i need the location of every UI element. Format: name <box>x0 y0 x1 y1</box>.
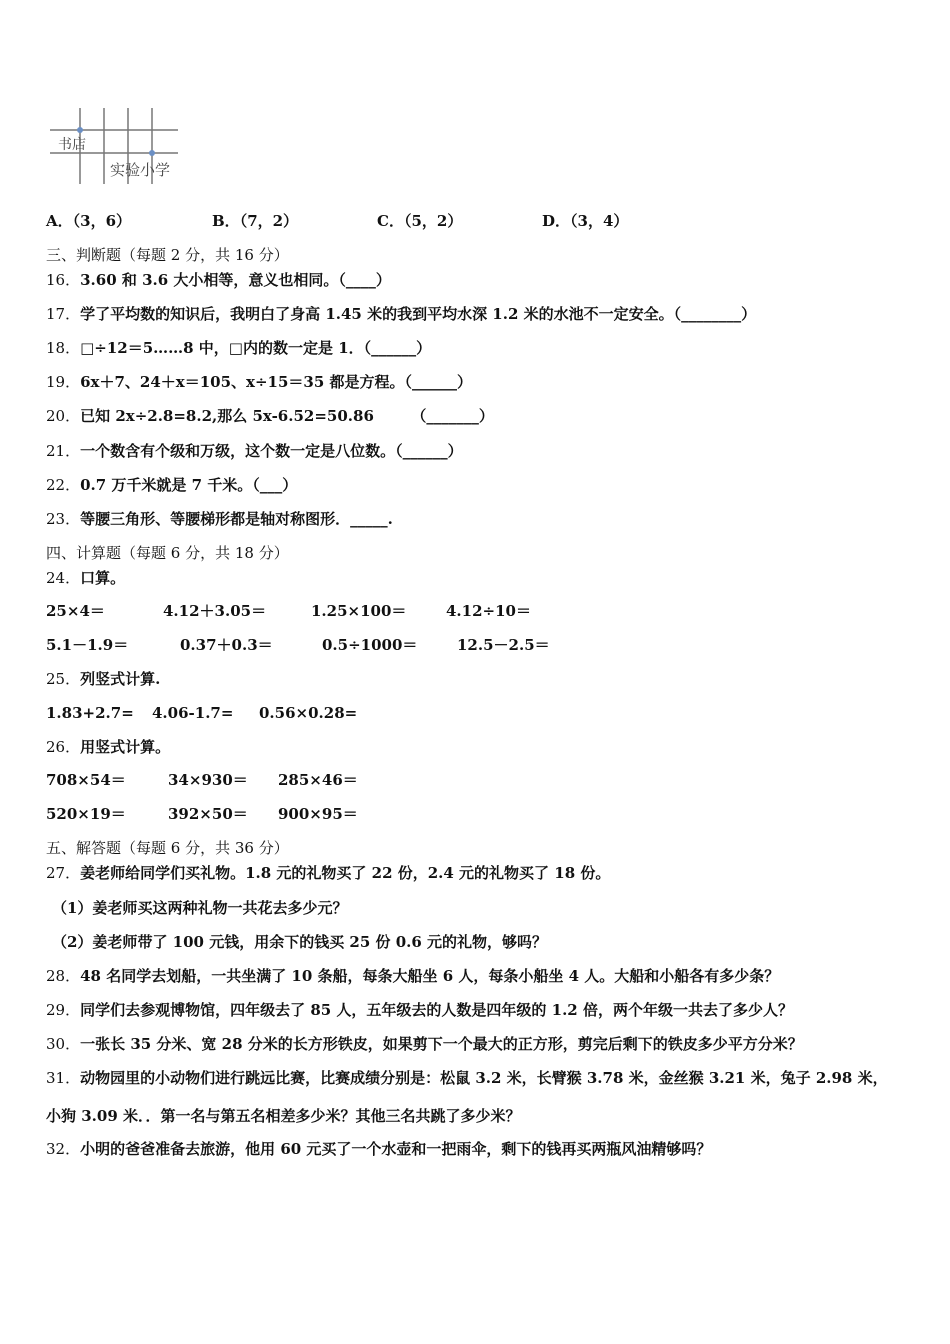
school-point <box>149 150 155 156</box>
question-27: 27．姜老师给同学们买礼物。1.8 元的礼物买了 22 份，2.4 元的礼物买了 18 份。 <box>46 864 611 882</box>
section-5-title: 五、解答题（每题 6 分，共 36 分） <box>46 839 289 857</box>
calc-item: 708×54＝ <box>46 771 126 789</box>
option-a: A．（3，6） <box>46 212 132 230</box>
question-16: 16．3.60 和 3.6 大小相等，意义也相同。（____） <box>46 271 391 289</box>
question-30: 30．一张长 35 分米、宽 28 分米的长方形铁皮，如果剪下一个最大的正方形，剪完后剩下的铁皮多少平方分米？ <box>46 1035 803 1053</box>
calc-item: 285×46＝ <box>278 771 358 789</box>
question-22: 22．0.7 万千米就是 7 千米。（___） <box>46 476 298 494</box>
question-26: 26．用竖式计算。 <box>46 738 171 756</box>
question-19: 19．6x＋7、24＋x＝105、x÷15＝35 都是方程。（______） <box>46 373 473 391</box>
map-grid-figure <box>50 104 200 188</box>
calc-item: 12.5－2.5＝ <box>457 636 550 654</box>
question-17: 17．学了平均数的知识后，我明白了身高 1.45 米的我到平均水深 1.2 米的水池不一定安全。（________） <box>46 305 757 323</box>
calc-item: 900×95＝ <box>278 805 358 823</box>
calc-item: 0.56×0.28= <box>259 704 358 722</box>
question-25: 25．列竖式计算. <box>46 670 161 688</box>
calc-item: 0.5÷1000＝ <box>322 636 418 654</box>
option-c: C．（5，2） <box>377 212 463 230</box>
calc-item: 4.12÷10＝ <box>446 602 531 620</box>
question-27-part-1: （1）姜老师买这两种礼物一共花去多少元？ <box>52 899 348 917</box>
calc-item: 520×19＝ <box>46 805 126 823</box>
option-b: B．（7，2） <box>212 212 299 230</box>
question-31-continued: 小狗 3.09 米．．第一名与第五名相差多少米？其他三名共跳了多少米？ <box>46 1107 521 1125</box>
option-d: D．（3，4） <box>542 212 629 230</box>
calc-item: 4.12＋3.05＝ <box>163 602 267 620</box>
calc-item: 1.83+2.7= <box>46 704 134 722</box>
calc-item: 25×4＝ <box>46 602 105 620</box>
calc-item: 0.37＋0.3＝ <box>180 636 273 654</box>
bookstore-point <box>77 127 83 133</box>
question-23: 23．等腰三角形、等腰梯形都是轴对称图形．_____. <box>46 510 393 528</box>
question-18: 18．□÷12＝5……8 中，□内的数一定是 1．（______） <box>46 339 432 357</box>
question-28: 28．48 名同学去划船，一共坐满了 10 条船，每条大船坐 6 人，每条小船坐 4 人。大船和小船各有多少条？ <box>46 967 780 985</box>
section-3-title: 三、判断题（每题 2 分，共 16 分） <box>46 246 289 264</box>
calc-item: 1.25×100＝ <box>311 602 407 620</box>
question-21: 21．一个数含有个级和万级，这个数一定是八位数。（______） <box>46 442 463 460</box>
bookstore-label: 书店 <box>58 137 86 153</box>
question-20: 20．已知 2x÷2.8=8.2,那么 5x-6.52=50.86 （_______） <box>46 407 494 425</box>
calc-item: 392×50＝ <box>168 805 248 823</box>
question-24: 24．口算。 <box>46 569 126 587</box>
question-27-part-2: （2）姜老师带了 100 元钱，用余下的钱买 25 份 0.6 元的礼物，够吗？ <box>52 933 548 951</box>
calc-item: 5.1－1.9＝ <box>46 636 129 654</box>
calc-item: 4.06-1.7= <box>152 704 234 722</box>
question-31: 31．动物园里的小动物们进行跳远比赛，比赛成绩分别是：松鼠 3.2 米，长臂猴 3.78 米，金丝猴 3.21 米，兔子 2.98 米， <box>46 1069 888 1087</box>
calc-item: 34×930＝ <box>168 771 248 789</box>
school-label: 实验小学 <box>110 161 171 179</box>
question-29: 29．同学们去参观博物馆，四年级去了 85 人，五年级去的人数是四年级的 1.2 倍，两个年级一共去了多少人？ <box>46 1001 793 1019</box>
question-32: 32．小明的爸爸准备去旅游，他用 60 元买了一个水壶和一把雨伞，剩下的钱再买两瓶风油精够吗？ <box>46 1140 712 1158</box>
section-4-title: 四、计算题（每题 6 分，共 18 分） <box>46 544 289 562</box>
